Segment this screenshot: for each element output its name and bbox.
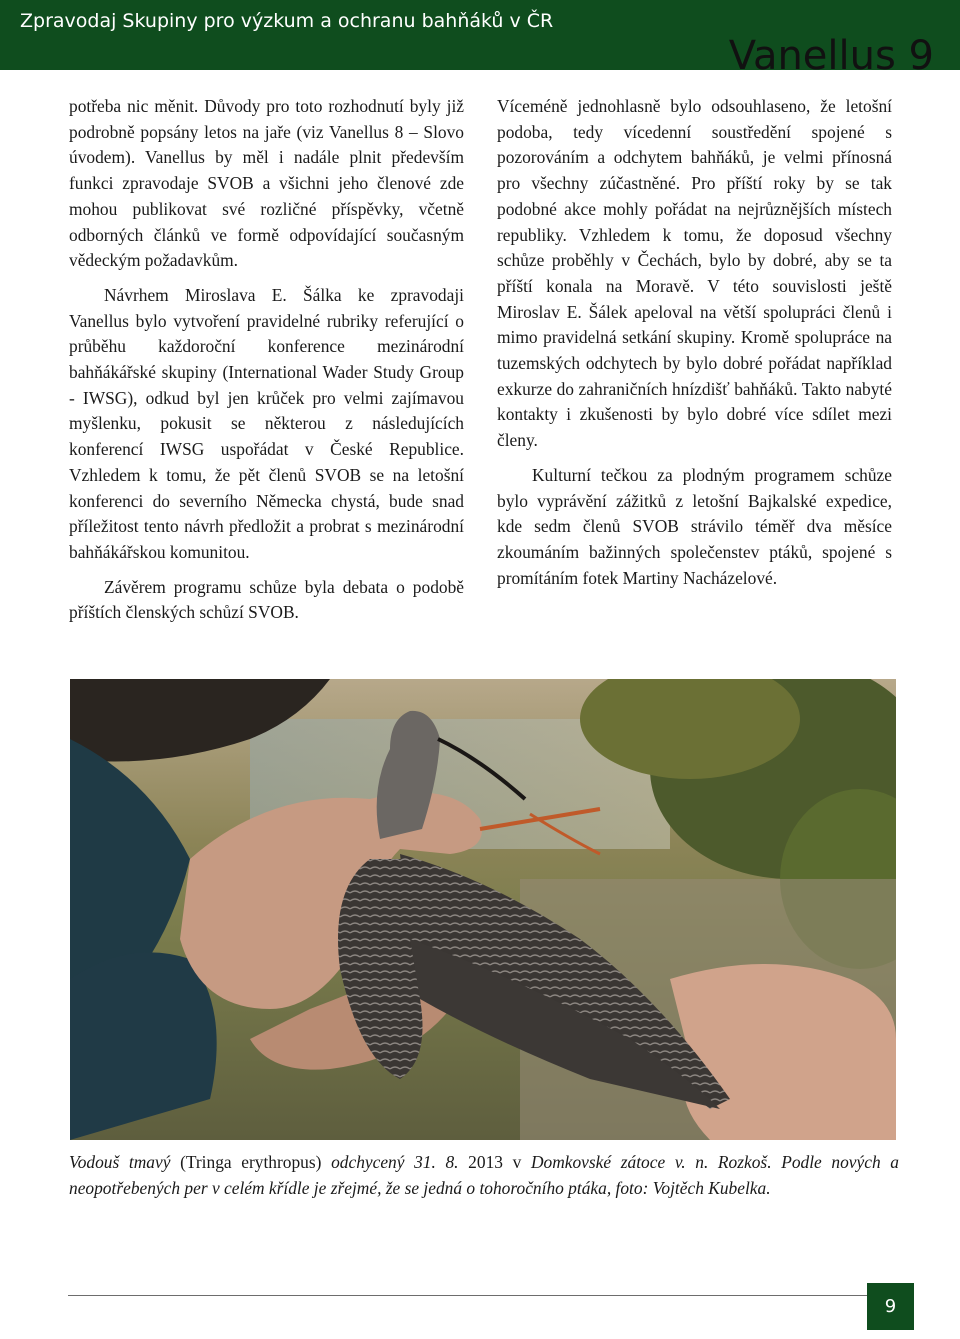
- left-paragraph-1: potřeba nic měnit. Důvody pro toto rozhodnutí byly již podrobně popsány letos na jaře (viz Vanellus 8 – Slovo úvodem). Vanellus by měl i nadále plnit především funkci zpravodaje SVOB a všichni jeho členové zde mohou publikovat své rozličné příspěvky, včetně odborných článků ve formě odpovídající současným vědeckým požadavkům.: [69, 96, 464, 271]
- caption-location-credit: Domkovské zátoce v. n. Rozkoš. Podle nových a neopotřebených per v celém křídle je zřejmé, že se jedná o tohoročního ptáka, foto: Vojtěch Kubelka.: [69, 1152, 899, 1198]
- bird-photo: [70, 679, 896, 1140]
- newsletter-title: Zpravodaj Skupiny pro výzkum a ochranu bahňáků v ČR: [20, 10, 554, 32]
- page-number: 9: [867, 1283, 914, 1330]
- left-paragraph-2: Návrhem Miroslava E. Šálka ke zpravodaji Vanellus bylo vytvoření pravidelné rubriky referující o průběhu každoroční konference mezinárodní bahňákářské skupiny (International Wader Study Group - IWSG), odkud byl jen krůček pro velmi zajímavou myšlenku, pokusit se některou z následujících konferencí IWSG uspořádat v České Republice. Vzhledem k tomu, že pět členů SVOB se na letošní konferenci do severního Německa chystá, bude snad příležitost tento návrh předložit a probrat s mezinárodní bahňákářskou komunitou.: [69, 284, 464, 562]
- right-paragraph-1: Víceméně jednohlasně bylo odsouhlaseno, že letošní podoba, tedy vícedenní soustředění spojené s pozorováním a odchytem bahňáků, je velmi přínosná pro všechny zúčastněné. Pro příští roky by se tak podobné akce mohly pořádat na nejrůznějších místech republiky. Vzhledem k tomu, že doposud všechny schůze proběhly v Čechách, bylo by dobré, aby se ta příští konala na Moravě. V této souvislosti ještě Miroslav E. Šálek apeloval na větší spolupráci členů i mimo pravidelná setkání skupiny. Kromě spolupráce na tuzemských odchytech by bylo dobré pořádat například exkurze do zahraničních hnízdišť bahňáků. Takto nabyté kontakty i zkušenosti by bylo dobré více sdílet mezi členy.: [497, 96, 892, 451]
- caption-species-czech: Vodouš tmavý: [69, 1152, 171, 1172]
- right-column: [497, 94, 892, 600]
- right-paragraph-2: Kulturní tečkou za plodným programem schůze bylo vyprávění zážitků z letošní Bajkalské expedice, kde sedm členů SVOB strávilo téměř dva měsíce zkoumáním bažinných společenstev ptáků, spojené s promítáním fotek Martiny Nacházelové.: [497, 464, 892, 588]
- caption-species-latin: (Tringa erythropus): [170, 1152, 332, 1172]
- photo-caption: [69, 1150, 899, 1201]
- caption-date: odchycený 31. 8.: [331, 1152, 459, 1172]
- issue-title: Vanellus 9: [728, 33, 934, 79]
- left-column: [69, 94, 464, 635]
- footer-divider: [68, 1295, 868, 1296]
- left-paragraph-3: Závěrem programu schůze byla debata o podobě příštích členských schůzí SVOB.: [69, 576, 464, 623]
- caption-year: 2013 v: [458, 1152, 531, 1172]
